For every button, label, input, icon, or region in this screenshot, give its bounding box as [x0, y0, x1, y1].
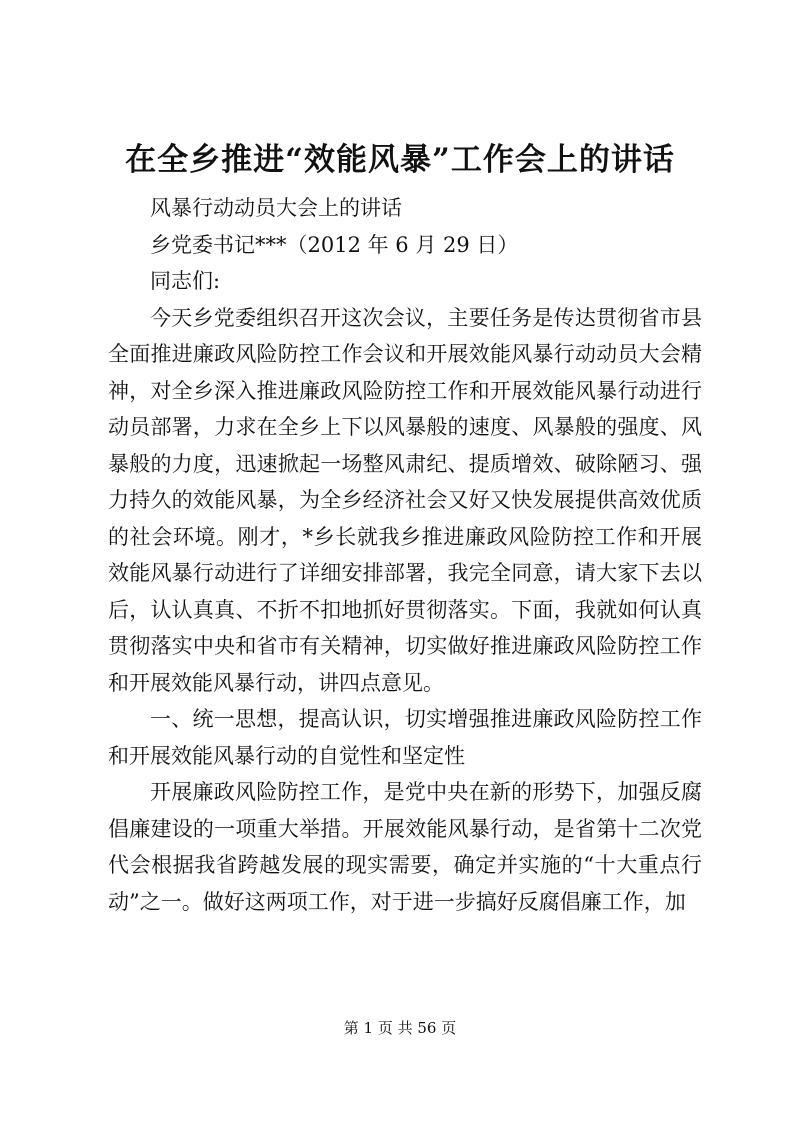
subtitle-line: 风暴行动动员大会上的讲话 — [150, 196, 402, 220]
paragraph-section-one: 开展廉政风险防控工作，是党中央在新的形势下，加强反腐倡廉建设的一项重大举措。开展效能风暴行动，是省第十二次党代会根据我省跨越发展的现实需要，确定并实施的“十大重点行动”之一。做好这两项工作，对于进一步搞好反腐倡廉工作，加 — [108, 780, 702, 914]
salutation-line: 同志们: — [150, 269, 221, 293]
author-date-line: 乡党委书记***（2012 年 6 月 29 日） — [150, 232, 519, 257]
section-heading-one: 一、统一思想，提高认识，切实增强推进廉政风险防控工作和开展效能风暴行动的自觉性和坚定性 — [108, 707, 702, 768]
document-body — [108, 190, 702, 920]
page-number-footer: 第 1 页 共 56 页 — [343, 1019, 457, 1037]
paragraph-intro: 今天乡党委组织召开这次会议，主要任务是传达贯彻省市县全面推进廉政风险防控工作会议和开展效能风暴行动动员大会精神，对全乡深入推进廉政风险防控工作和开展效能风暴行动进行动员部署，力求在全乡上下以风暴般的速度、风暴般的强度、风暴般的力度，迅速掀起一场整风肃纪、提质增效、破除陋习、强力持久的效能风暴，为全乡经济社会又好又快发展提供高效优质的社会环境。刚才，*乡长就我乡推进廉政风险防控工作和开展效能风暴行动进行了详细安排部署，我完全同意，请大家下去以后，认认真真、不折不扣地抓好贯彻落实。下面，我就如何认真贯彻落实中央和省市有关精神，切实做好推进廉政风险防控工作和开展效能风暴行动，讲四点意见。 — [108, 305, 702, 695]
document-title: 在全乡推进“效能风暴”工作会上的讲话 — [125, 142, 675, 178]
